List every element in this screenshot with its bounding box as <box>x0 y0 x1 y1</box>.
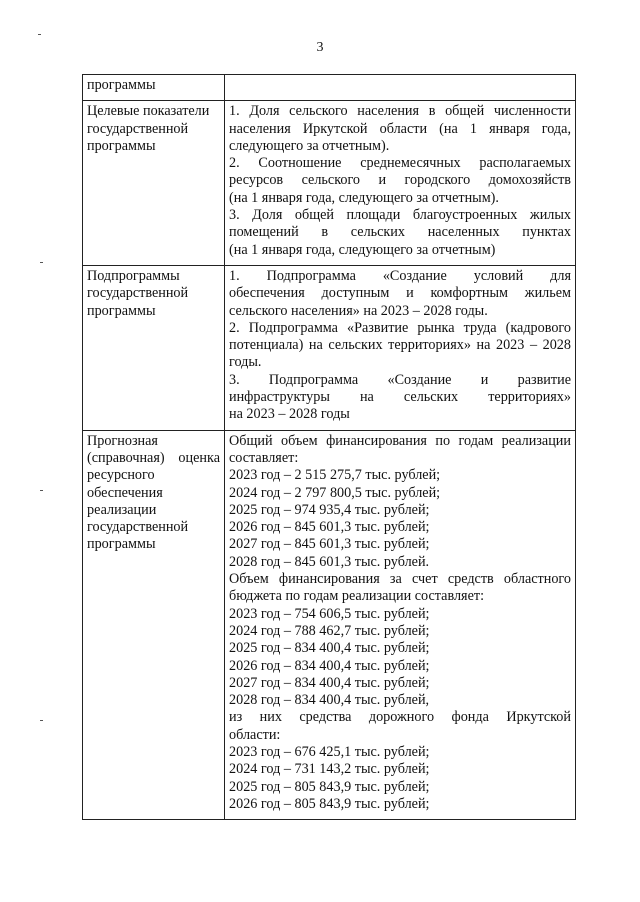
scan-mark <box>38 34 41 35</box>
text-line: из них средства дорожного фонда Иркутской <box>229 709 571 726</box>
text-line: Объем финансирования за счет средств областного <box>229 571 571 588</box>
text-line: помещений в сельских населенных пунктах <box>229 224 571 241</box>
text-line: бюджета по годам реализации составляет: <box>229 588 485 605</box>
text-line: инфраструктуры на сельских территориях» <box>229 389 571 406</box>
row-label-line: государственной <box>87 285 189 302</box>
label-cell <box>83 101 225 266</box>
text-line: 3. Доля общей площади благоустроенных жилых <box>229 207 571 224</box>
text-line: 2026 год – 834 400,4 тыс. рублей; <box>229 657 430 674</box>
table-row <box>83 265 576 430</box>
text-line: 2028 год – 834 400,4 тыс. рублей, <box>229 692 430 709</box>
text-line: 2026 год – 845 601,3 тыс. рублей; <box>229 519 430 536</box>
page-number: 3 <box>316 40 324 55</box>
scan-mark <box>40 262 43 263</box>
text-line: 2024 год – 788 462,7 тыс. рублей; <box>229 622 430 639</box>
text-line: Общий объем финансирования по годам реализации <box>229 432 571 449</box>
text-line: 3. Подпрограмма «Создание и развитие <box>229 371 571 388</box>
text-line: 2023 год – 2 515 275,7 тыс. рублей; <box>229 467 441 484</box>
text-line: ресурсов сельского и городского домохозяйств <box>229 172 571 189</box>
text-line: реализации <box>87 501 157 518</box>
text-line: 2024 год – 2 797 800,5 тыс. рублей; <box>229 484 441 501</box>
scan-mark <box>40 720 43 721</box>
text-line: 1. Подпрограмма «Создание условий для <box>229 267 571 284</box>
row-label-line: Целевые показатели <box>87 103 210 120</box>
text-line: 2. Соотношение среднемесячных располагаемых <box>229 155 571 172</box>
text-line: 2025 год – 974 935,4 тыс. рублей; <box>229 501 430 518</box>
text-line: годы. <box>229 354 262 371</box>
program-passport-table <box>82 74 576 820</box>
text-line: ресурсного <box>87 467 155 484</box>
text-line: (справочная) оценка <box>87 449 220 466</box>
text-line: составляет: <box>229 449 299 466</box>
text-line: 2026 год – 805 843,9 тыс. рублей; <box>229 795 430 812</box>
text-line: государственной <box>87 519 189 536</box>
label-cell <box>83 430 225 820</box>
row-label: программы <box>87 77 156 93</box>
value-cell <box>225 430 576 820</box>
text-line: 2025 год – 834 400,4 тыс. рублей; <box>229 640 430 657</box>
text-line: обеспечения доступным и комфортным жильем <box>229 285 571 302</box>
text-line: области: <box>229 726 281 743</box>
text-line: населения Иркутской области (на 1 января года, <box>229 120 571 137</box>
text-line: на 2023 – 2028 годы <box>229 406 350 423</box>
value-cell <box>225 101 576 266</box>
table-row <box>83 75 576 101</box>
row-label-line: государственной <box>87 120 189 137</box>
text-line: 2023 год – 676 425,1 тыс. рублей; <box>229 743 430 760</box>
label-cell <box>83 75 225 101</box>
row-label-line: Подпрограммы <box>87 267 180 284</box>
text-line: программы <box>87 536 156 553</box>
value-cell <box>225 75 576 101</box>
text-line: 2024 год – 731 143,2 тыс. рублей; <box>229 761 430 778</box>
label-cell <box>83 265 225 430</box>
table-row <box>83 101 576 266</box>
text-line: потенциала) на сельских территориях» на 2023 – 2028 <box>229 337 571 354</box>
text-line: (на 1 января года, следующего за отчетным). <box>229 189 499 206</box>
text-line: (на 1 января года, следующего за отчетным) <box>229 241 496 258</box>
row-label-line: программы <box>87 137 156 154</box>
text-line: Прогнозная <box>87 432 158 449</box>
text-line: следующего за отчетным). <box>229 137 390 154</box>
text-line: 2. Подпрограмма «Развитие рынка труда (кадрового <box>229 319 571 336</box>
row-label-line: программы <box>87 302 156 319</box>
text-line: 2025 год – 805 843,9 тыс. рублей; <box>229 778 430 795</box>
text-line: 2028 год – 845 601,3 тыс. рублей. <box>229 553 430 570</box>
scan-mark <box>40 490 43 491</box>
text-line: сельского населения» на 2023 – 2028 годы. <box>229 302 488 319</box>
text-line: 1. Доля сельского населения в общей численности <box>229 103 571 120</box>
text-line: 2027 год – 845 601,3 тыс. рублей; <box>229 536 430 553</box>
text-line: 2023 год – 754 606,5 тыс. рублей; <box>229 605 430 622</box>
text-line: обеспечения <box>87 484 163 501</box>
table-row <box>83 430 576 820</box>
value-cell <box>225 265 576 430</box>
text-line: 2027 год – 834 400,4 тыс. рублей; <box>229 674 430 691</box>
